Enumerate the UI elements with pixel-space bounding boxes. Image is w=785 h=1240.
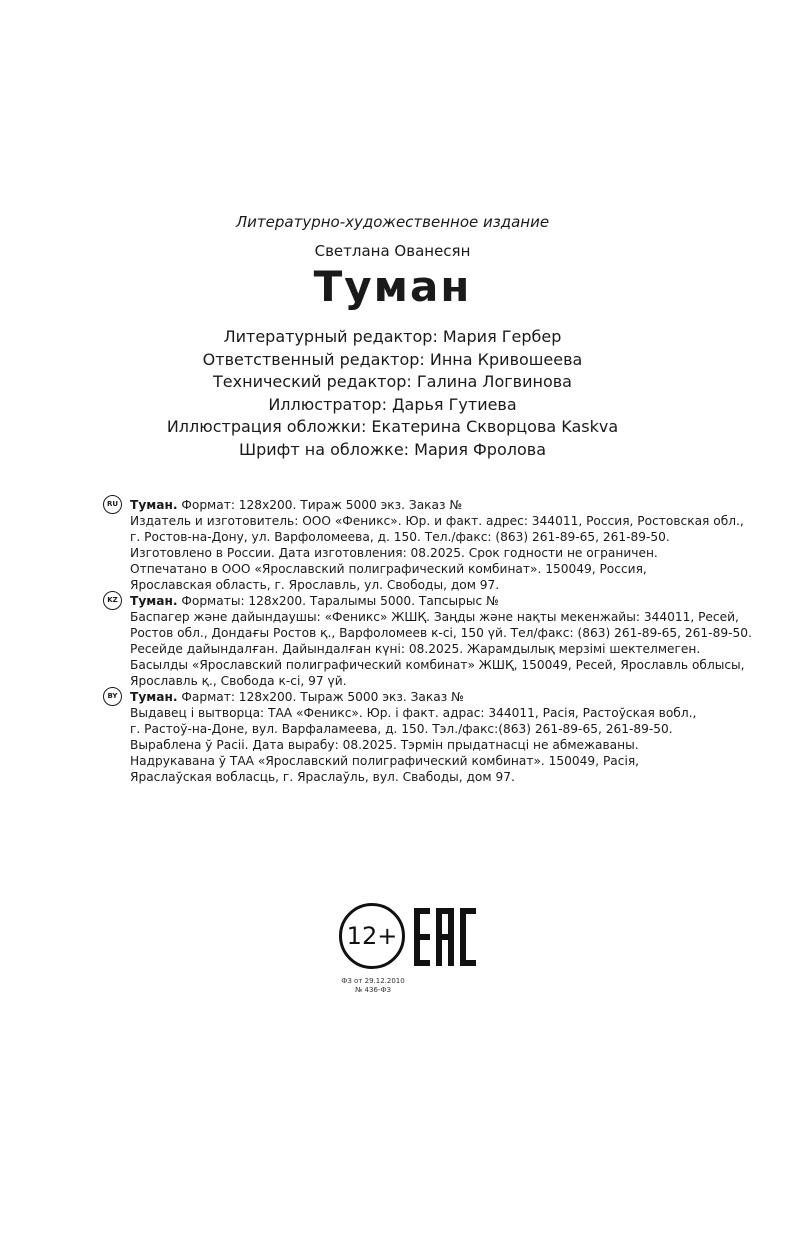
imprint-by-line: Яраслаўская вобласць, г. Яраслаўль, вул. Свабоды, дом 97.: [130, 770, 515, 784]
credit-illustrator: Иллюстратор: Дарья Гутиева: [268, 394, 517, 414]
imprint-ru-line: Ярославская область, г. Ярославль, ул. Свободы, дом 97.: [130, 578, 500, 592]
imprint-kz-line-1: [130, 593, 780, 609]
imprint-by-line: Выраблена ў Расіі. Дата вырабу: 08.2025. Тэрмін прыдатнасці не абмежаваны.: [130, 738, 639, 752]
imprint-kz-title: Туман.: [130, 594, 178, 608]
imprint-ru-line: Изготовлено в России. Дата изготовления: 08.2025. Срок годности не ограничен.: [130, 546, 658, 560]
imprint-kz-line: Ярославль қ., Свобода к-сі, 97 үй.: [130, 674, 347, 688]
credit-cover-font: Шрифт на обложке: Мария Фролова: [238, 439, 546, 459]
book-title: Туман: [313, 262, 472, 311]
age-rating-icon: 12+: [339, 903, 405, 969]
credits-list: [0, 326, 785, 462]
imprint-kz: [130, 593, 780, 689]
imprint-ru-line-1: [130, 497, 780, 513]
imprint-ru-line: г. Ростов-на-Дону, ул. Варфоломеева, д. 150. Тел./факс: (863) 261-89-65, 261-89-50.: [130, 530, 670, 544]
badge-by-icon: BY: [103, 687, 122, 706]
imprint-by-line-1: [130, 689, 780, 705]
imprint-kz-line: Баспагер және дайындаушы: «Феникс» ЖШҚ. Заңды және нақты мекенжайы: 344011, Ресей,: [130, 610, 739, 624]
law-line: ФЗ от 29.12.2010: [341, 977, 405, 985]
imprint-ru-title: Туман.: [130, 498, 178, 512]
law-line: № 436-ФЗ: [355, 986, 391, 994]
imprint-by-title: Туман.: [130, 690, 178, 704]
genre-line: Литературно-художественное издание: [235, 213, 550, 231]
imprint-ru-line: Издатель и изготовитель: ООО «Феникс». Юр. и факт. адрес: 344011, Россия, Ростовская обл.,: [130, 514, 744, 528]
credit-technical-editor: Технический редактор: Галина Логвинова: [213, 372, 572, 392]
credit-literary-editor: Литературный редактор: Мария Гербер: [223, 327, 562, 346]
imprint-kz-line: Басылды «Ярославский полиграфический комбинат» ЖШҚ, 150049, Ресей, Ярославль облысы,: [130, 658, 745, 672]
imprint-by-line: Надрукавана ў ТАА «Ярославский полиграфический комбинат». 150049, Расія,: [130, 754, 640, 768]
imprint-by-format: Фармат: 128x200. Тыраж 5000 экз. Заказ №: [177, 690, 464, 704]
credit-managing-editor: Ответственный редактор: Инна Кривошеева: [202, 349, 583, 369]
imprint-kz-format: Форматы: 128x200. Таралымы 5000. Тапсырыс №: [177, 594, 499, 608]
author-name: Светлана Ованесян: [314, 242, 471, 260]
imprint-kz-line: Ростов обл., Дондағы Ростов қ., Варфоломеев к-сі, 150 үй. Тел/факс: (863) 261-89-65, 261-89-50.: [130, 626, 752, 640]
imprint-by: [130, 689, 780, 785]
badge-ru-icon: RU: [103, 495, 122, 514]
imprint-by-line: Выдавец і вытворца: ТАА «Феникс». Юр. і факт. адрас: 344011, Расія, Растоўская вобл.,: [130, 706, 697, 720]
law-reference: [333, 977, 413, 995]
imprint-ru-format: Формат: 128x200. Тираж 5000 экз. Заказ №: [177, 498, 463, 512]
badge-kz-icon: KZ: [103, 591, 122, 610]
imprint-ru-line: Отпечатано в ООО «Ярославский полиграфический комбинат». 150049, Россия,: [130, 562, 647, 576]
eac-mark-icon: [414, 908, 476, 966]
imprint-kz-line: Ресейде дайындалған. Дайындалған күні: 08.2025. Жарамдылық мерзімі шектелмеген.: [130, 642, 701, 656]
imprint-ru: [130, 497, 780, 593]
credit-cover-illustration: Иллюстрация обложки: Екатерина Скворцова Kaskva: [166, 417, 619, 437]
imprint-by-line: г. Растоў-на-Доне, вул. Варфаламеева, д. 150. Тэл./факс:(863) 261-89-65, 261-89-50.: [130, 722, 673, 736]
